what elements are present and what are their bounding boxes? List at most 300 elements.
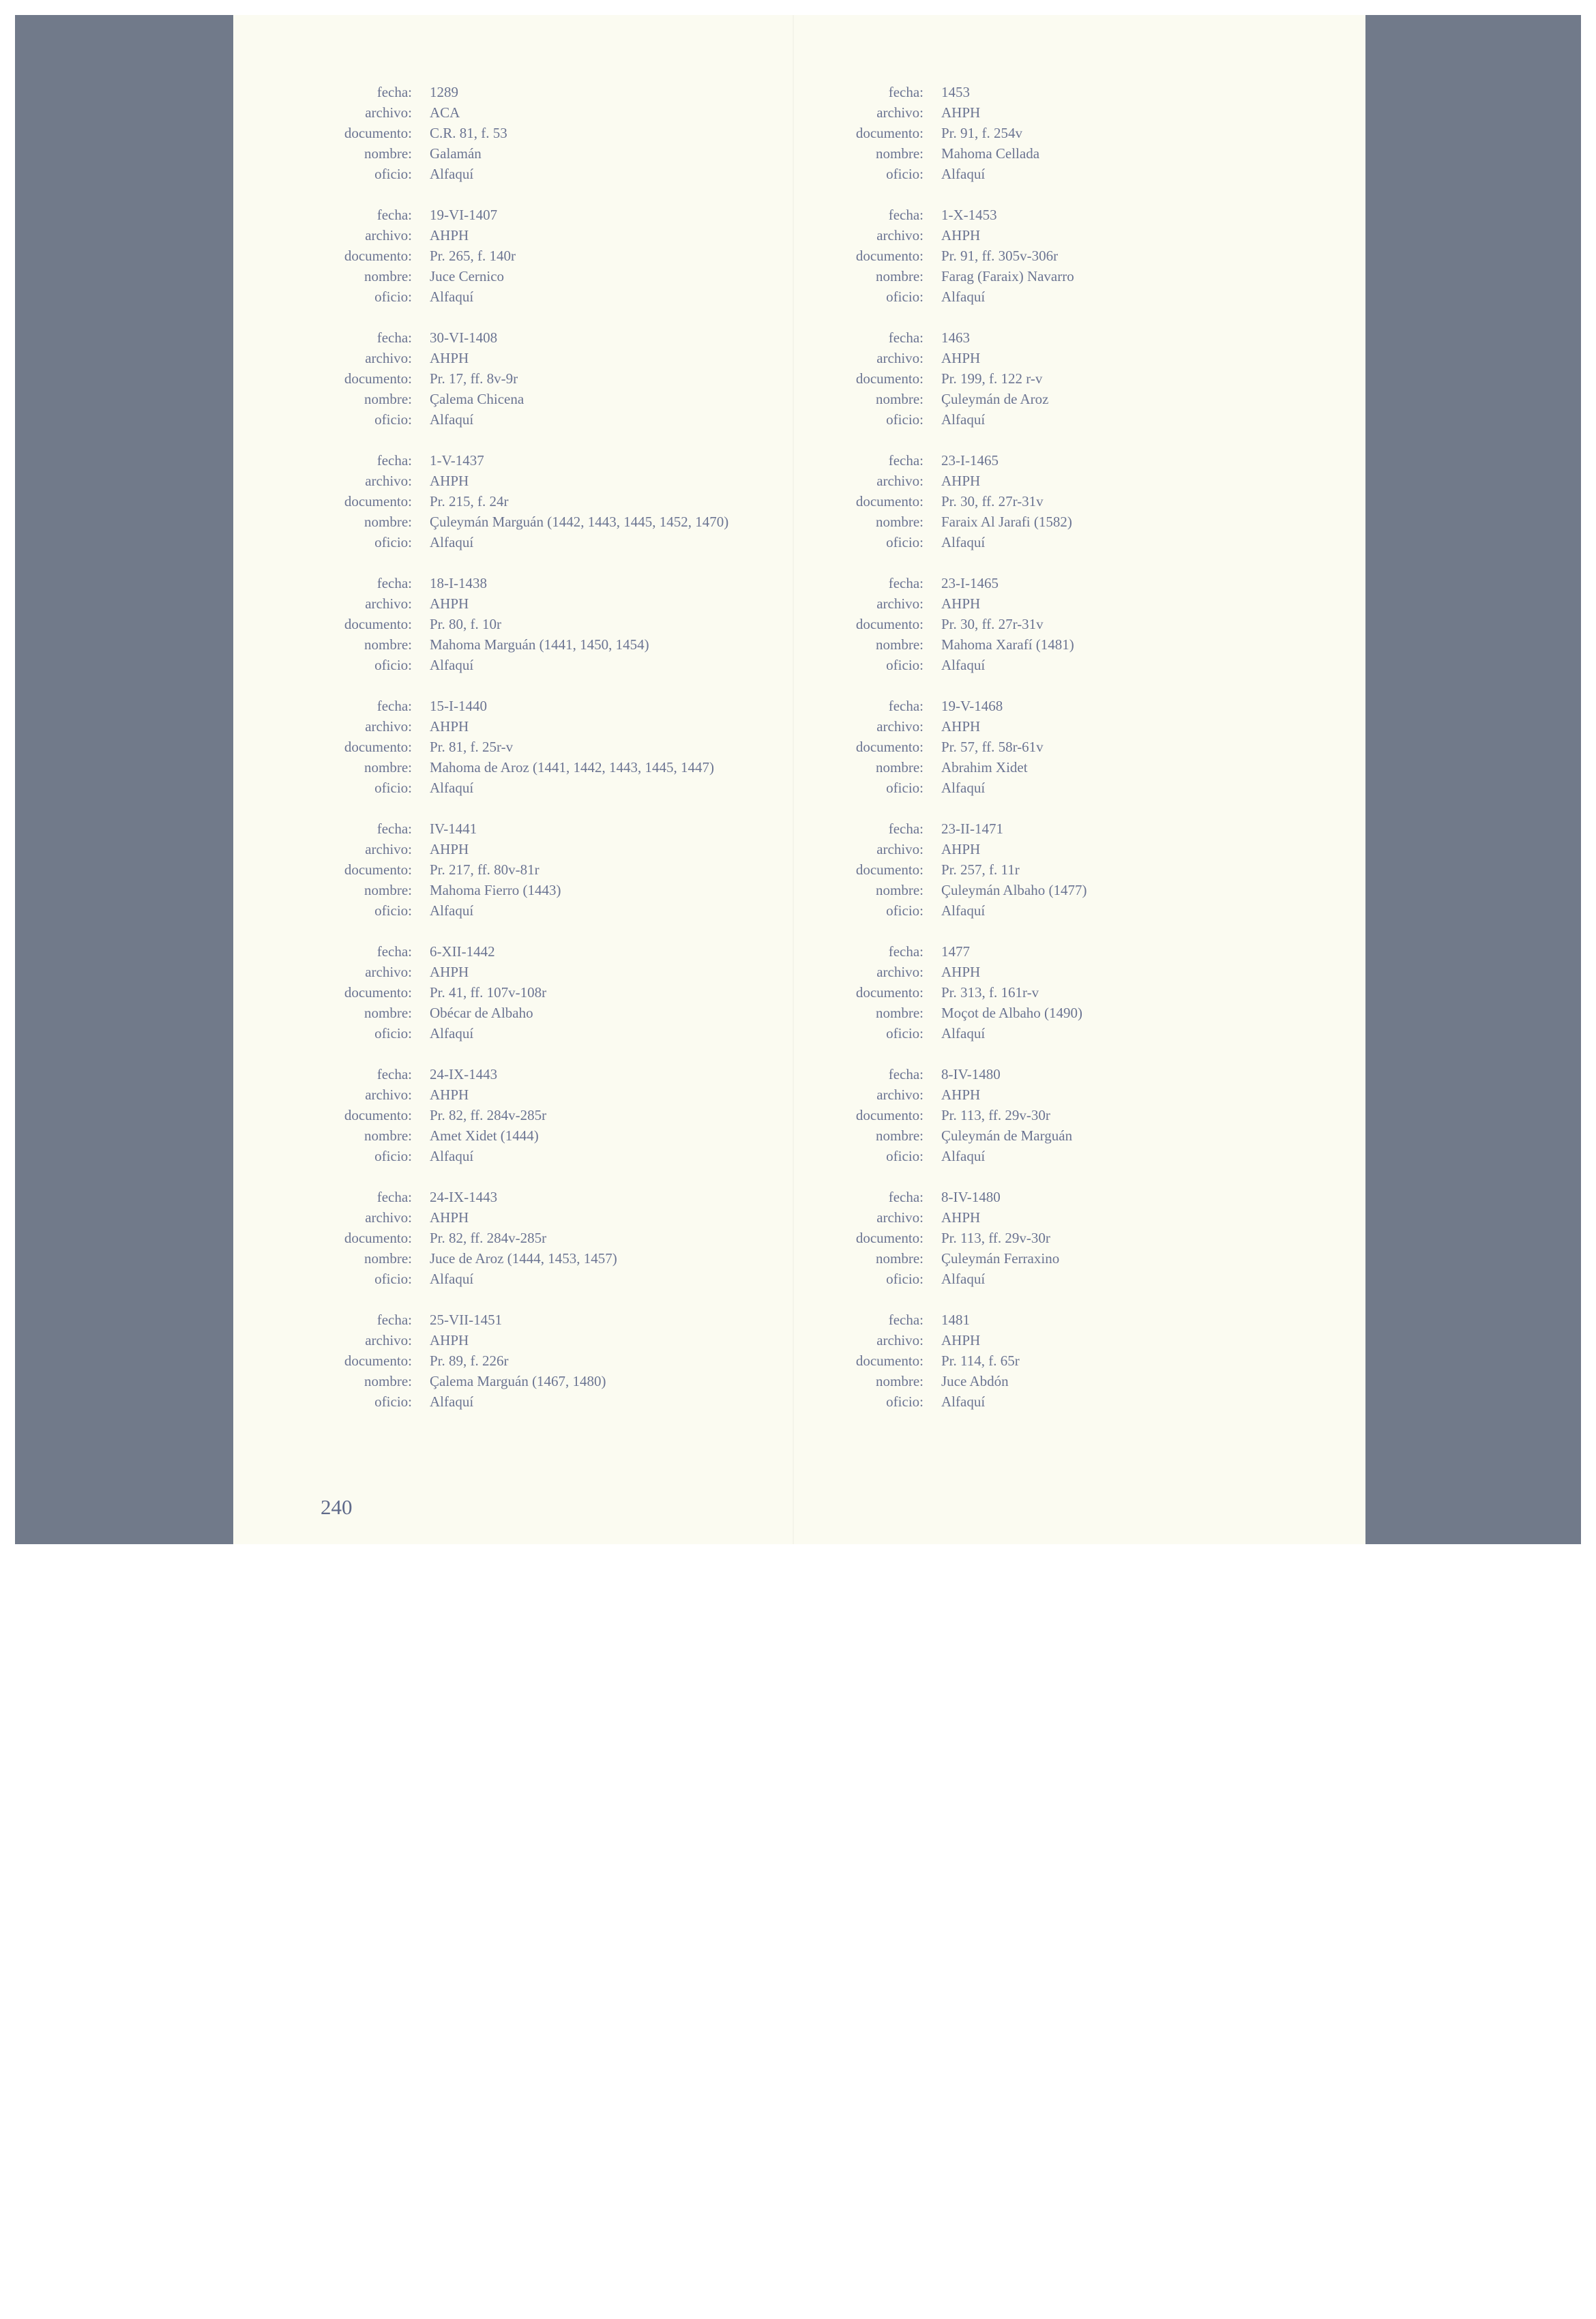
oficio-label: oficio: xyxy=(886,289,923,305)
record-row-documento xyxy=(233,859,752,880)
archivo-label: archivo: xyxy=(876,718,923,735)
fecha-value: 1-X-1453 xyxy=(941,207,997,223)
fecha-value: 19-VI-1407 xyxy=(430,207,498,223)
archivo-label: archivo: xyxy=(365,1332,412,1348)
documento-label: documento: xyxy=(855,984,923,1001)
record-row-oficio xyxy=(745,900,1263,921)
fecha-value: 23-II-1471 xyxy=(941,821,1003,837)
fecha-value: 6-XII-1442 xyxy=(430,943,495,960)
documento-value: Pr. 89, f. 226r xyxy=(430,1353,509,1369)
oficio-label: oficio: xyxy=(374,289,412,305)
oficio-label: oficio: xyxy=(886,657,923,673)
record-row-fecha xyxy=(745,941,1263,962)
record-row-nombre xyxy=(233,266,752,286)
documento-label: documento: xyxy=(344,1107,412,1123)
record-entry xyxy=(745,82,1263,205)
archivo-label: archivo: xyxy=(365,350,412,366)
nombre-value: Juce Abdón xyxy=(941,1373,1009,1389)
record-row-nombre xyxy=(745,1125,1263,1146)
nombre-label: nombre: xyxy=(876,636,923,653)
record-row-documento xyxy=(233,614,752,634)
archivo-value: AHPH xyxy=(941,841,981,857)
nombre-label: nombre: xyxy=(876,145,923,162)
record-row-archivo xyxy=(233,471,752,491)
record-row-fecha xyxy=(745,82,1263,102)
record-entry xyxy=(233,696,752,818)
record-row-oficio xyxy=(233,778,752,798)
documento-label: documento: xyxy=(344,125,412,141)
record-row-documento xyxy=(233,737,752,757)
archivo-label: archivo: xyxy=(876,1209,923,1226)
documento-value: Pr. 57, ff. 58r-61v xyxy=(941,739,1044,755)
archivo-label: archivo: xyxy=(876,104,923,121)
record-row-documento xyxy=(233,368,752,389)
nombre-value: Mahoma Cellada xyxy=(941,145,1040,162)
documento-value: Pr. 17, ff. 8v-9r xyxy=(430,370,518,387)
documento-value: Pr. 265, f. 140r xyxy=(430,248,516,264)
archivo-label: archivo: xyxy=(876,1087,923,1103)
nombre-label: nombre: xyxy=(876,268,923,284)
oficio-value: Alfaquí xyxy=(430,902,474,919)
archivo-label: archivo: xyxy=(876,964,923,980)
record-row-oficio xyxy=(745,409,1263,430)
record-entry xyxy=(233,82,752,205)
record-row-nombre xyxy=(745,389,1263,409)
documento-value: Pr. 113, ff. 29v-30r xyxy=(941,1230,1050,1246)
record-row-oficio xyxy=(233,532,752,552)
documento-value: Pr. 91, f. 254v xyxy=(941,125,1023,141)
oficio-value: Alfaquí xyxy=(941,780,986,796)
record-entry xyxy=(745,1310,1263,1432)
nombre-value: Çalema Chicena xyxy=(430,391,524,407)
record-row-fecha xyxy=(745,1187,1263,1207)
record-row-archivo xyxy=(745,225,1263,246)
nombre-label: nombre: xyxy=(364,1250,412,1267)
record-row-fecha xyxy=(233,818,752,839)
documento-value: Pr. 80, f. 10r xyxy=(430,616,501,632)
oficio-label: oficio: xyxy=(374,534,412,550)
record-row-fecha xyxy=(233,82,752,102)
documento-label: documento: xyxy=(855,493,923,509)
oficio-value: Alfaquí xyxy=(941,657,986,673)
record-entry xyxy=(233,450,752,573)
record-row-documento xyxy=(233,1228,752,1248)
archivo-label: archivo: xyxy=(876,473,923,489)
record-row-documento xyxy=(233,1350,752,1371)
archivo-value: AHPH xyxy=(430,595,469,612)
record-row-documento xyxy=(233,491,752,512)
record-row-fecha xyxy=(745,1310,1263,1330)
record-row-oficio xyxy=(233,409,752,430)
documento-label: documento: xyxy=(344,1230,412,1246)
nombre-value: Juce de Aroz (1444, 1453, 1457) xyxy=(430,1250,617,1267)
record-row-oficio xyxy=(233,1391,752,1412)
fecha-label: fecha: xyxy=(376,84,412,100)
nombre-value: Mahoma de Aroz (1441, 1442, 1443, 1445, 1447) xyxy=(430,759,715,776)
fecha-label: fecha: xyxy=(888,575,923,591)
archivo-value: AHPH xyxy=(941,350,981,366)
record-row-fecha xyxy=(233,941,752,962)
record-row-fecha xyxy=(745,696,1263,716)
fecha-label: fecha: xyxy=(376,207,412,223)
oficio-value: Alfaquí xyxy=(430,411,474,428)
record-entry xyxy=(233,327,752,450)
record-row-nombre xyxy=(745,512,1263,532)
documento-label: documento: xyxy=(344,370,412,387)
fecha-value: 1-V-1437 xyxy=(430,452,484,469)
nombre-label: nombre: xyxy=(876,1373,923,1389)
fecha-value: 1289 xyxy=(430,84,458,100)
record-row-archivo xyxy=(745,1330,1263,1350)
record-row-fecha xyxy=(745,818,1263,839)
record-entry xyxy=(233,1310,752,1432)
archivo-label: archivo: xyxy=(365,595,412,612)
record-row-fecha xyxy=(233,1310,752,1330)
oficio-label: oficio: xyxy=(886,1148,923,1164)
nombre-value: Faraix Al Jarafi (1582) xyxy=(941,514,1072,530)
fecha-label: fecha: xyxy=(376,1189,412,1205)
oficio-label: oficio: xyxy=(374,1025,412,1042)
record-row-nombre xyxy=(233,389,752,409)
fecha-label: fecha: xyxy=(888,1066,923,1082)
nombre-label: nombre: xyxy=(876,1005,923,1021)
record-row-documento xyxy=(745,491,1263,512)
archivo-label: archivo: xyxy=(876,1332,923,1348)
archivo-label: archivo: xyxy=(876,595,923,612)
archivo-value: AHPH xyxy=(430,1209,469,1226)
documento-label: documento: xyxy=(855,616,923,632)
fecha-label: fecha: xyxy=(376,329,412,346)
nombre-value: Çuleymán de Marguán xyxy=(941,1127,1073,1144)
documento-label: documento: xyxy=(855,861,923,878)
archivo-value: AHPH xyxy=(941,718,981,735)
oficio-value: Alfaquí xyxy=(941,289,986,305)
record-row-oficio xyxy=(745,1269,1263,1289)
record-row-documento xyxy=(233,982,752,1003)
oficio-label: oficio: xyxy=(886,166,923,182)
oficio-value: Alfaquí xyxy=(941,1271,986,1287)
nombre-label: nombre: xyxy=(876,882,923,898)
record-row-archivo xyxy=(745,348,1263,368)
documento-label: documento: xyxy=(344,739,412,755)
archivo-value: AHPH xyxy=(430,350,469,366)
record-row-documento xyxy=(745,982,1263,1003)
record-entry xyxy=(233,205,752,327)
record-entry xyxy=(745,1187,1263,1310)
nombre-value: Mahoma Xarafí (1481) xyxy=(941,636,1074,653)
right-column xyxy=(745,82,1263,1432)
record-row-oficio xyxy=(745,164,1263,184)
nombre-label: nombre: xyxy=(876,1127,923,1144)
nombre-value: Amet Xidet (1444) xyxy=(430,1127,539,1144)
documento-value: Pr. 91, ff. 305v-306r xyxy=(941,248,1059,264)
nombre-label: nombre: xyxy=(876,514,923,530)
archivo-value: AHPH xyxy=(430,227,469,243)
fecha-value: 15-I-1440 xyxy=(430,698,487,714)
fecha-value: 19-V-1468 xyxy=(941,698,1003,714)
record-row-oficio xyxy=(233,1023,752,1044)
archivo-label: archivo: xyxy=(365,964,412,980)
documento-value: Pr. 30, ff. 27r-31v xyxy=(941,616,1044,632)
documento-label: documento: xyxy=(855,370,923,387)
archivo-value: AHPH xyxy=(941,595,981,612)
fecha-value: 25-VII-1451 xyxy=(430,1312,503,1328)
fecha-value: 1477 xyxy=(941,943,970,960)
record-row-documento xyxy=(745,246,1263,266)
record-row-archivo xyxy=(745,593,1263,614)
record-row-fecha xyxy=(233,205,752,225)
nombre-value: Çuleymán Marguán (1442, 1443, 1445, 1452, 1470) xyxy=(430,514,729,530)
record-row-nombre xyxy=(745,757,1263,778)
record-entry xyxy=(745,818,1263,941)
nombre-label: nombre: xyxy=(876,391,923,407)
nombre-value: Çuleymán Albaho (1477) xyxy=(941,882,1087,898)
fecha-value: IV-1441 xyxy=(430,821,477,837)
nombre-value: Çuleymán Ferraxino xyxy=(941,1250,1060,1267)
archivo-value: AHPH xyxy=(430,473,469,489)
nombre-label: nombre: xyxy=(364,1373,412,1389)
record-row-fecha xyxy=(233,1064,752,1084)
record-row-documento xyxy=(745,737,1263,757)
oficio-label: oficio: xyxy=(374,411,412,428)
documento-label: documento: xyxy=(855,248,923,264)
record-row-archivo xyxy=(233,1084,752,1105)
fecha-value: 8-IV-1480 xyxy=(941,1066,1001,1082)
oficio-label: oficio: xyxy=(374,1271,412,1287)
fecha-value: 24-IX-1443 xyxy=(430,1189,498,1205)
oficio-value: Alfaquí xyxy=(430,1148,474,1164)
documento-value: Pr. 30, ff. 27r-31v xyxy=(941,493,1044,509)
record-row-fecha xyxy=(233,450,752,471)
record-row-documento xyxy=(745,123,1263,143)
oficio-label: oficio: xyxy=(886,534,923,550)
nombre-value: Galamán xyxy=(430,145,482,162)
oficio-value: Alfaquí xyxy=(941,166,986,182)
record-row-fecha xyxy=(233,327,752,348)
nombre-value: Juce Cernico xyxy=(430,268,505,284)
fecha-label: fecha: xyxy=(888,821,923,837)
fecha-label: fecha: xyxy=(888,329,923,346)
nombre-value: Moçot de Albaho (1490) xyxy=(941,1005,1083,1021)
record-entry xyxy=(745,941,1263,1064)
archivo-label: archivo: xyxy=(365,227,412,243)
archivo-value: AHPH xyxy=(941,473,981,489)
nombre-label: nombre: xyxy=(364,514,412,530)
record-row-fecha xyxy=(745,573,1263,593)
oficio-value: Alfaquí xyxy=(430,1271,474,1287)
record-row-documento xyxy=(745,1228,1263,1248)
documento-label: documento: xyxy=(344,248,412,264)
record-row-nombre xyxy=(233,1248,752,1269)
fecha-value: 1463 xyxy=(941,329,970,346)
fecha-label: fecha: xyxy=(376,452,412,469)
documento-value: C.R. 81, f. 53 xyxy=(430,125,507,141)
nombre-label: nombre: xyxy=(364,1127,412,1144)
fecha-label: fecha: xyxy=(888,84,923,100)
record-entry xyxy=(745,696,1263,818)
nombre-value: Abrahim Xidet xyxy=(941,759,1028,776)
fecha-label: fecha: xyxy=(376,1312,412,1328)
oficio-label: oficio: xyxy=(886,411,923,428)
left-column xyxy=(233,82,752,1432)
fecha-value: 23-I-1465 xyxy=(941,452,999,469)
documento-label: documento: xyxy=(855,1107,923,1123)
documento-label: documento: xyxy=(855,1353,923,1369)
record-row-documento xyxy=(233,123,752,143)
record-entry xyxy=(745,1064,1263,1187)
archivo-value: ACA xyxy=(430,104,460,121)
record-entry xyxy=(233,941,752,1064)
documento-value: Pr. 313, f. 161r-v xyxy=(941,984,1039,1001)
documento-value: Pr. 215, f. 24r xyxy=(430,493,509,509)
oficio-value: Alfaquí xyxy=(430,1025,474,1042)
record-row-nombre xyxy=(233,757,752,778)
record-row-fecha xyxy=(745,327,1263,348)
archivo-label: archivo: xyxy=(365,841,412,857)
oficio-value: Alfaquí xyxy=(941,534,986,550)
documento-label: documento: xyxy=(344,861,412,878)
oficio-value: Alfaquí xyxy=(430,780,474,796)
oficio-value: Alfaquí xyxy=(430,1393,474,1410)
record-row-nombre xyxy=(233,1003,752,1023)
record-row-oficio xyxy=(745,655,1263,675)
nombre-value: Çalema Marguán (1467, 1480) xyxy=(430,1373,606,1389)
documento-value: Pr. 113, ff. 29v-30r xyxy=(941,1107,1050,1123)
record-row-fecha xyxy=(745,450,1263,471)
record-row-fecha xyxy=(745,205,1263,225)
record-row-oficio xyxy=(233,164,752,184)
record-row-documento xyxy=(745,614,1263,634)
nombre-label: nombre: xyxy=(364,636,412,653)
record-row-archivo xyxy=(233,716,752,737)
fecha-label: fecha: xyxy=(376,575,412,591)
fecha-value: 1481 xyxy=(941,1312,970,1328)
record-row-nombre xyxy=(233,143,752,164)
oficio-value: Alfaquí xyxy=(430,534,474,550)
record-row-oficio xyxy=(233,900,752,921)
record-row-archivo xyxy=(233,1207,752,1228)
archivo-label: archivo: xyxy=(876,350,923,366)
record-row-archivo xyxy=(233,593,752,614)
nombre-label: nombre: xyxy=(364,391,412,407)
record-row-oficio xyxy=(745,1146,1263,1166)
oficio-label: oficio: xyxy=(374,657,412,673)
documento-label: documento: xyxy=(344,493,412,509)
archivo-label: archivo: xyxy=(365,104,412,121)
archivo-value: AHPH xyxy=(430,1332,469,1348)
nombre-label: nombre: xyxy=(364,268,412,284)
documento-value: Pr. 41, ff. 107v-108r xyxy=(430,984,547,1001)
fecha-label: fecha: xyxy=(376,943,412,960)
record-row-nombre xyxy=(745,880,1263,900)
record-row-oficio xyxy=(233,1269,752,1289)
record-entry xyxy=(233,1187,752,1310)
archivo-label: archivo: xyxy=(365,473,412,489)
record-row-nombre xyxy=(745,1248,1263,1269)
record-row-archivo xyxy=(233,225,752,246)
record-row-nombre xyxy=(233,880,752,900)
oficio-value: Alfaquí xyxy=(430,657,474,673)
archivo-label: archivo: xyxy=(876,841,923,857)
archivo-value: AHPH xyxy=(430,841,469,857)
book-page xyxy=(233,15,1365,1544)
record-entry xyxy=(745,205,1263,327)
oficio-label: oficio: xyxy=(374,902,412,919)
oficio-value: Alfaquí xyxy=(941,1148,986,1164)
archivo-label: archivo: xyxy=(365,1209,412,1226)
fecha-value: 30-VI-1408 xyxy=(430,329,498,346)
record-entry xyxy=(233,818,752,941)
record-row-documento xyxy=(233,1105,752,1125)
record-row-nombre xyxy=(745,634,1263,655)
fecha-value: 1453 xyxy=(941,84,970,100)
record-row-oficio xyxy=(745,1391,1263,1412)
record-row-archivo xyxy=(745,102,1263,123)
archivo-value: AHPH xyxy=(430,964,469,980)
archivo-value: AHPH xyxy=(430,718,469,735)
record-row-fecha xyxy=(745,1064,1263,1084)
nombre-value: Obécar de Albaho xyxy=(430,1005,533,1021)
nombre-label: nombre: xyxy=(364,882,412,898)
nombre-label: nombre: xyxy=(364,759,412,776)
record-row-nombre xyxy=(233,512,752,532)
record-row-documento xyxy=(233,246,752,266)
archivo-value: AHPH xyxy=(941,1332,981,1348)
documento-value: Pr. 199, f. 122 r-v xyxy=(941,370,1043,387)
documento-label: documento: xyxy=(855,125,923,141)
documento-label: documento: xyxy=(344,984,412,1001)
oficio-label: oficio: xyxy=(886,780,923,796)
nombre-label: nombre: xyxy=(364,1005,412,1021)
record-row-nombre xyxy=(745,1003,1263,1023)
nombre-label: nombre: xyxy=(364,145,412,162)
record-row-archivo xyxy=(233,102,752,123)
fecha-label: fecha: xyxy=(376,1066,412,1082)
record-row-fecha xyxy=(233,573,752,593)
fecha-value: 23-I-1465 xyxy=(941,575,999,591)
record-row-oficio xyxy=(745,1023,1263,1044)
record-row-archivo xyxy=(745,839,1263,859)
page-number: 240 xyxy=(321,1495,353,1519)
oficio-label: oficio: xyxy=(374,1148,412,1164)
fecha-label: fecha: xyxy=(888,207,923,223)
record-row-oficio xyxy=(233,1146,752,1166)
record-row-archivo xyxy=(745,471,1263,491)
archivo-label: archivo: xyxy=(365,1087,412,1103)
nombre-value: Farag (Faraix) Navarro xyxy=(941,268,1074,284)
record-row-documento xyxy=(745,859,1263,880)
record-entry xyxy=(745,450,1263,573)
record-row-oficio xyxy=(745,286,1263,307)
archivo-value: AHPH xyxy=(941,964,981,980)
documento-value: Pr. 257, f. 11r xyxy=(941,861,1020,878)
record-row-archivo xyxy=(745,962,1263,982)
fecha-value: 18-I-1438 xyxy=(430,575,487,591)
nombre-value: Mahoma Marguán (1441, 1450, 1454) xyxy=(430,636,649,653)
record-row-archivo xyxy=(745,716,1263,737)
record-row-archivo xyxy=(233,839,752,859)
fecha-label: fecha: xyxy=(888,452,923,469)
record-entry xyxy=(233,1064,752,1187)
nombre-label: nombre: xyxy=(876,1250,923,1267)
archivo-value: AHPH xyxy=(941,227,981,243)
record-row-nombre xyxy=(233,1371,752,1391)
archivo-value: AHPH xyxy=(941,1087,981,1103)
fecha-value: 8-IV-1480 xyxy=(941,1189,1001,1205)
documento-label: documento: xyxy=(344,616,412,632)
record-row-archivo xyxy=(233,348,752,368)
oficio-value: Alfaquí xyxy=(430,166,474,182)
